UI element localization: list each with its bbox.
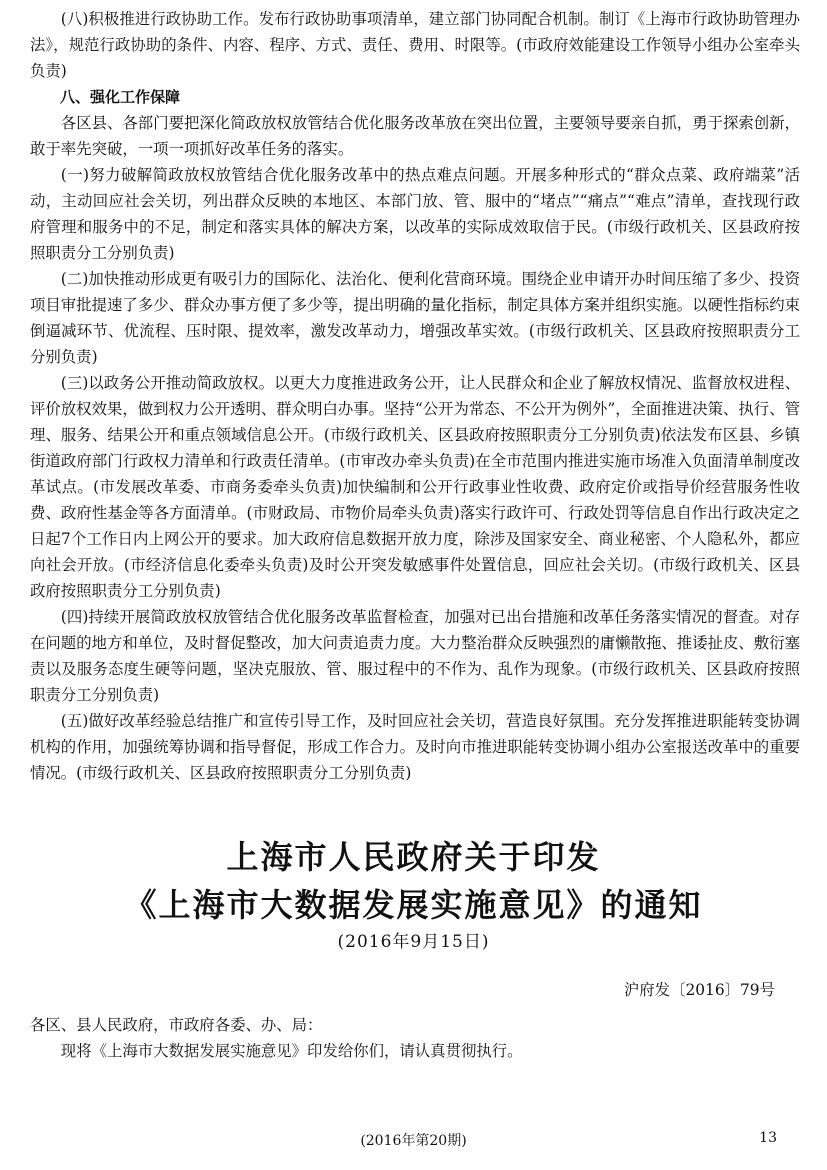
document-number: 沪府发〔2016〕79号	[623, 981, 775, 999]
paragraph-intro: 各区县、各部门要把深化简政放权放管结合优化服务改革放在突出位置，主要领导要亲自抓，勇于探索创新，敢于率先突破，一项一项抓好改革任务的落实。	[30, 114, 800, 158]
page-number: 13	[759, 1130, 777, 1146]
body-text	[30, 6, 800, 786]
paragraph-item-8: (八)积极推进行政协助工作。发布行政协助事项清单，建立部门协同配合机制。制订《上海市行政协助管理办法》，规范行政协助的条件、内容、程序、方式、责任、费用、时限等。(市政府效能建设工作领导小组办公室牵头负责)	[30, 10, 800, 80]
notice-title-line2: 《上海市大数据发展实施意见》的通知	[124, 886, 703, 924]
notice-addressee: 各区、县人民政府，市政府各委、办、局：	[30, 1016, 323, 1034]
paragraph-item-3: (三)以政务公开推动简政放权。以更大力度推进政务公开，让人民群众和企业了解放权情况、监督放权进程、评价放权效果，做到权力公开透明、群众明白办事。坚持“公开为常态、不公开为例外”，全面推进决策、执行、管理、服务、结果公开和重点领域信息公开。(市级行政机关、区县政府按照职责分工分别负责)依法发布区县、乡镇街道政府部门行政权力清单和行政责任清单。(市审改办牵头负责)在全市范围内推进实施市场准入负面清单制度改革试点。(市发展改革委、市商务委牵头负责)加快编制和公开行政事业性收费、政府定价或指导价经营服务性收费、政府性基金等各方面清单。(市财政局、市物价局牵头负责)落实行政许可、行政处罚等信息自作出行政决定之日起7个工作日内上网公开的要求。加大政府信息数据开放力度，除涉及国家安全、商业秘密、个人隐私外，都应向社会开放。(市经济信息化委牵头负责)及时公开突发敏感事件处置信息，回应社会关切。(市级行政机关、区县政府按照职责分工分别负责)	[30, 374, 800, 600]
footer-issue: (2016年第20期)	[360, 1133, 467, 1149]
paragraph-item-5: (五)做好改革经验总结推广和宣传引导工作，及时回应社会关切，营造良好氛围。充分发挥推进职能转变协调机构的作用，加强统筹协调和指导督促，形成工作合力。及时向市推进职能转变协调小组办公室报送改革中的重要情况。(市级行政机关、区县政府按照职责分工分别负责)	[30, 712, 800, 782]
paragraph-item-1: (一)努力破解简政放权放管结合优化服务改革中的热点难点问题。开展多种形式的“群众点菜、政府端菜”活动，主动回应社会关切，列出群众反映的本地区、本部门放、管、服中的“堵点”“痛点”“难点”清单，查找现行政府管理和服务中的不足，制定和落实具体的解决方案，以改革的实际成效取信于民。(市级行政机关、区县政府按照职责分工分别负责)	[30, 166, 800, 262]
notice-title-line1: 上海市人民政府关于印发	[226, 838, 601, 876]
paragraph-item-2: (二)加快推动形成更有吸引力的国际化、法治化、便利化营商环境。围绕企业申请开办时间压缩了多少、投资项目审批提速了多少、群众办事方便了多少等，提出明确的量化指标，制定具体方案并组织实施。以硬性指标约束倒逼减环节、优流程、压时限、提效率，激发改革动力，增强改革实效。(市级行政机关、区县政府按照职责分工分别负责)	[30, 270, 800, 366]
notice-date: (2016年9月15日)	[337, 932, 490, 952]
section-heading-guarantee: 八、强化工作保障	[60, 88, 181, 106]
notice-body: 现将《上海市大数据发展实施意见》印发给你们，请认真贯彻执行。	[60, 1042, 523, 1060]
paragraph-item-4: (四)持续开展简政放权放管结合优化服务改革监督检查，加强对已出台措施和改革任务落实情况的督查。对存在问题的地方和单位，及时督促整改，加大问责追责力度。大力整治群众反映强烈的庸懒散拖、推诿扯皮、敷衍塞责以及服务态度生硬等问题，坚决克服放、管、服过程中的不作为、乱作为现象。(市级行政机关、区县政府按照职责分工分别负责)	[30, 608, 800, 704]
